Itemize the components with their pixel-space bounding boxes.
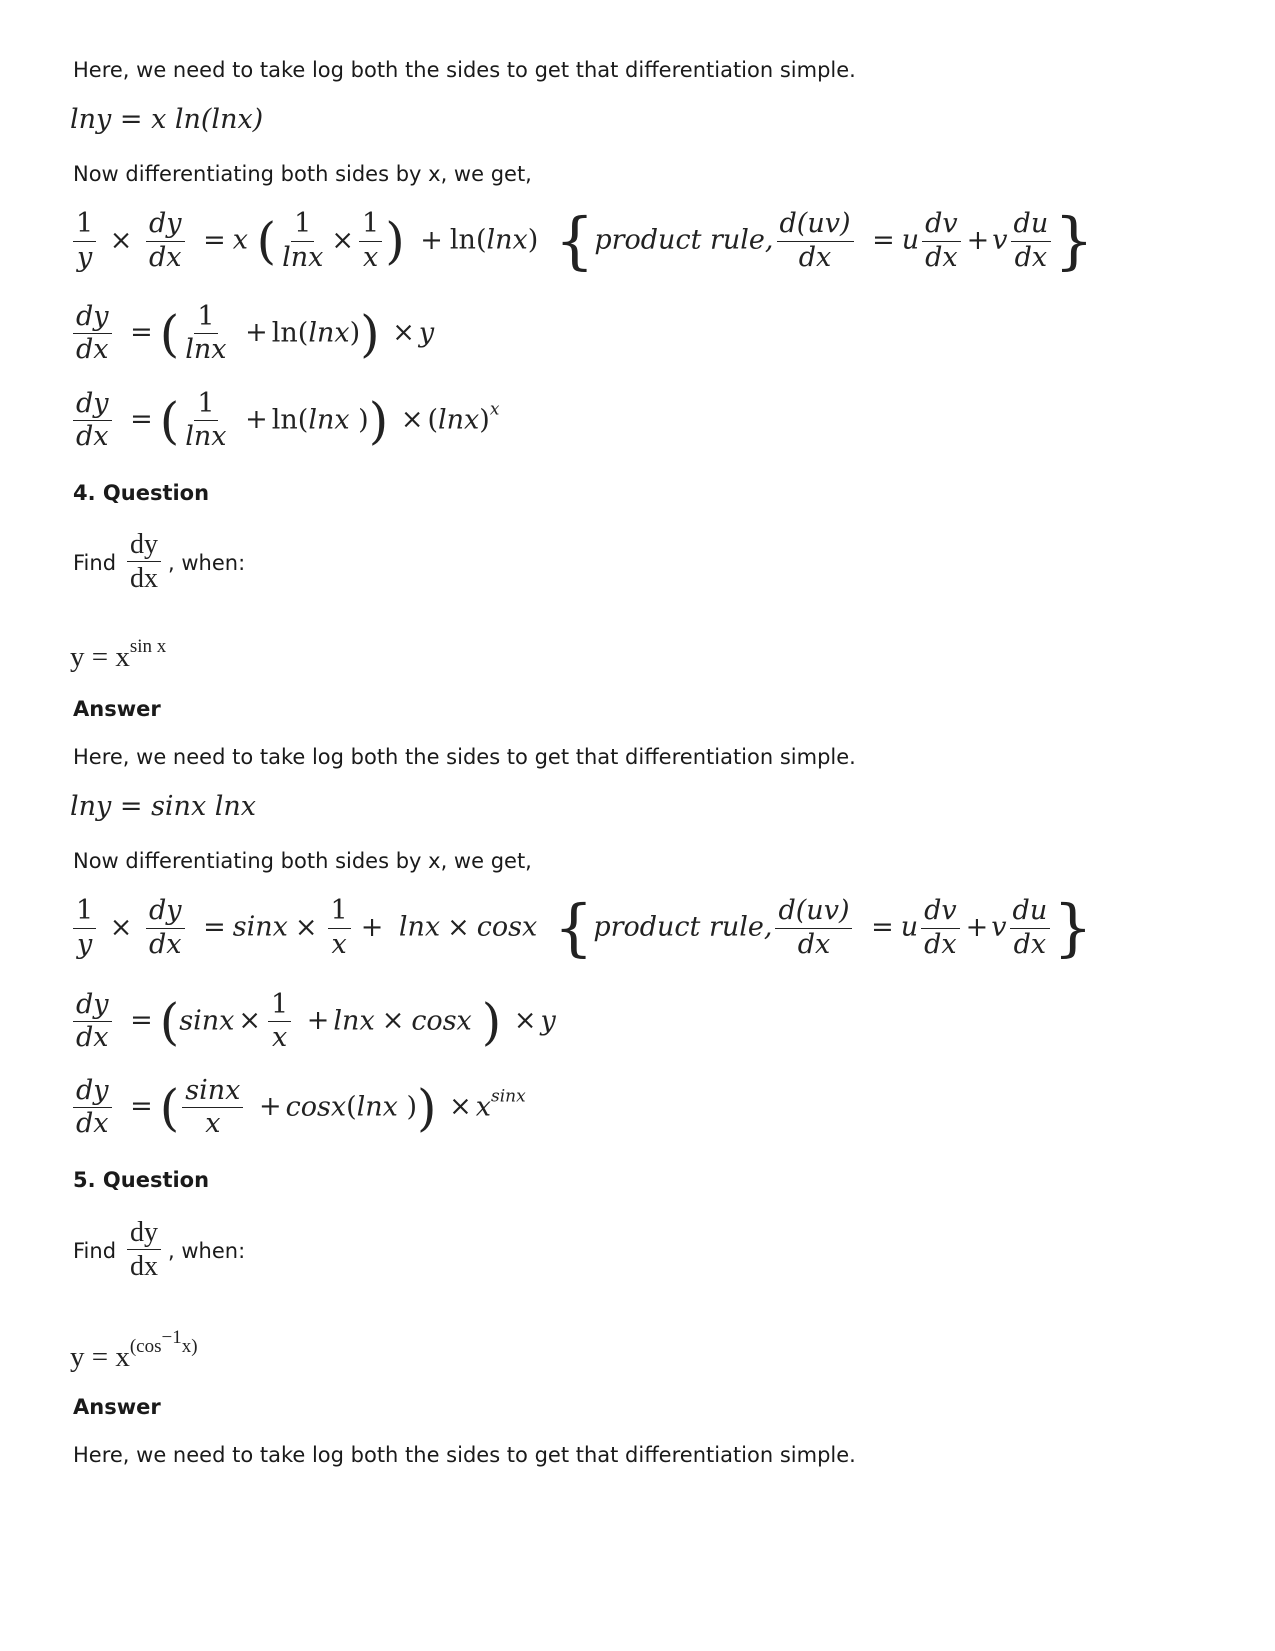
function-base: y = x: [70, 641, 130, 673]
question-5-find-label: Find: [73, 1239, 117, 1263]
function-exponent-tail: x): [181, 1336, 198, 1357]
question-4-answer-heading: Answer: [73, 697, 161, 721]
equation-derivative-step-4: $\frac{1}{y}$ × $\frac{dy}{dx}$ = sinx × $\frac{1}{x}$ + lnx × cosx {product rule, $\frac{d(uv)}{dx}$ = u $\frac{dv}{dx}$ + v $\frac{du}{dx}$ }: [70, 897, 1093, 959]
question-5-when-label: , when:: [168, 1239, 246, 1263]
question-5-heading: 5. Question: [73, 1168, 210, 1192]
equation-lny-sinxlnx: [70, 791, 256, 822]
function-base: y = x: [70, 1341, 130, 1373]
paragraph-differentiating-1: Now differentiating both sides by x, we get,: [73, 162, 532, 186]
function-exponent-head: (cos: [129, 1336, 162, 1357]
question-4-function: [70, 636, 166, 674]
equation-derivative-result-3: $\frac{dy}{dx}$ = ( $\frac{1}{\ln x}$ + ln(lnx )) × $(\ln x)^x$: [70, 390, 499, 452]
product-rule-label: product rule,: [594, 224, 774, 256]
fraction-denominator: dx: [130, 563, 158, 595]
question-5-function: [70, 1327, 198, 1374]
paragraph-log-intro-1: Here, we need to take log both the sides to get that differentiation simple.: [73, 58, 856, 82]
equation-lny-xlnlnx: [70, 104, 263, 135]
question-5-answer-heading: Answer: [73, 1395, 161, 1419]
equation-text: lny = x ln(lnx): [70, 104, 264, 135]
fraction-numerator: dy: [127, 1218, 161, 1250]
question-4-when-label: , when:: [168, 551, 246, 575]
function-exponent: sin x: [129, 636, 167, 657]
equation-derivative-step-1: $\frac{1}{y}$ × $\frac{dy}{dx}$ = x ( $\frac{1}{\ln x}$ × $\frac{1}{x}$ ) + ln(lnx) {product rule, $\frac{d(uv)}{dx}$ = u $\frac{dv}{dx}$ + v $\frac{du}{dx}$ }: [70, 210, 1094, 272]
paragraph-log-intro-3: Here, we need to take log both the sides to get that differentiation simple.: [73, 1443, 856, 1467]
question-4-find-label: Find: [73, 551, 117, 575]
equation-text: lny = sinx lnx: [70, 791, 257, 822]
equation-derivative-result-6: $\frac{dy}{dx}$ = ( $\frac{\sin x}{x}$ + cosx(lnx )) × $x^{sinx}$: [70, 1077, 526, 1139]
question-4-dydx-fraction: [124, 530, 164, 594]
fraction-numerator: dy: [127, 530, 161, 562]
function-exponent-inverse: −1: [161, 1327, 182, 1348]
paragraph-differentiating-2: Now differentiating both sides by x, we get,: [73, 849, 532, 873]
question-4-heading: 4. Question: [73, 481, 210, 505]
question-5-dydx-fraction: [124, 1218, 164, 1282]
paragraph-log-intro-2: Here, we need to take log both the sides to get that differentiation simple.: [73, 745, 856, 769]
equation-derivative-step-2: $\frac{dy}{dx}$ = ( $\frac{1}{\ln x}$ + ln(lnx)) × y: [70, 303, 434, 365]
equation-derivative-step-5: $\frac{dy}{dx}$ = (sinx × $\frac{1}{x}$ + lnx × cosx ) × y: [70, 991, 556, 1053]
fraction-denominator: dx: [130, 1251, 158, 1283]
